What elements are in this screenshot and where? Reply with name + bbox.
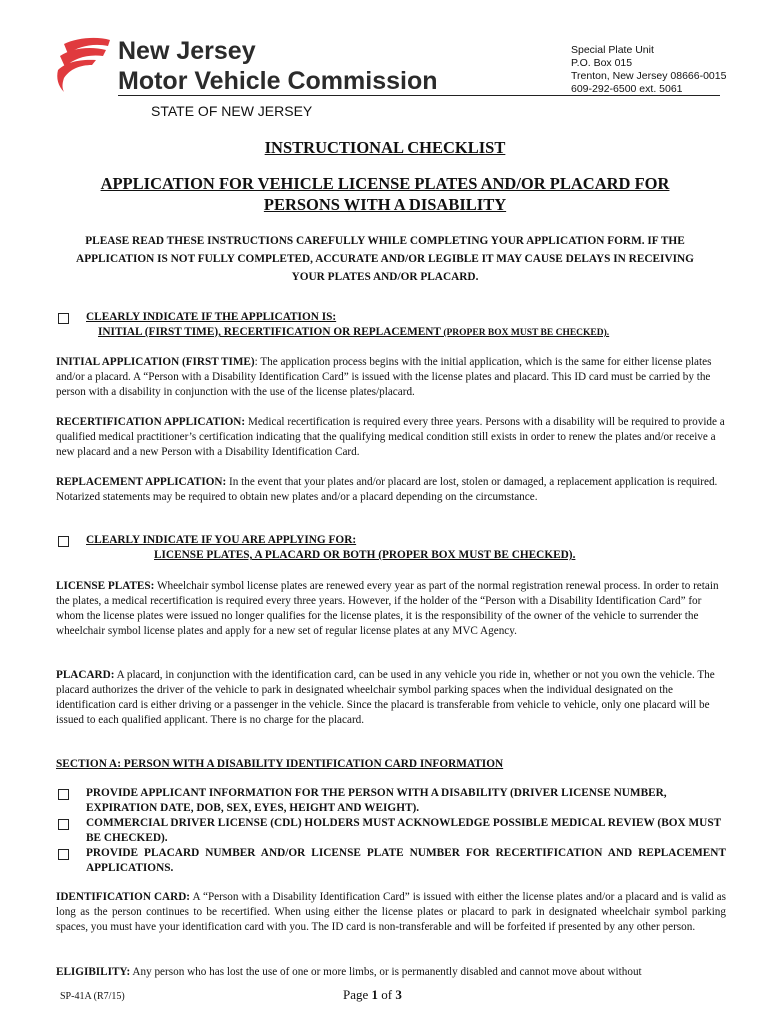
page-prefix: Page — [343, 987, 372, 1002]
page-current: 1 — [371, 987, 379, 1002]
section-item: COMMERCIAL DRIVER LICENSE (CDL) HOLDERS MUST ACKNOWLEDGE POSSIBLE MEDICAL REVIEW (BOX MUST BE CHECKED). — [86, 817, 721, 844]
recert-text: Medical recertification is required every three years. Persons with a disability will be required to provide a qualified medical practitioner’s certification indicating that the qualifying medical condition still exists in order to renew the plates and/or receive a new placard and a new Person with a Disability Identification Card. — [56, 416, 725, 458]
initial-application-paragraph — [56, 355, 726, 400]
address-line: 609-292-6500 ext. 5061 — [571, 83, 683, 95]
address-line: P.O. Box 015 — [571, 57, 633, 69]
intro-instructions: PLEASE READ THESE INSTRUCTIONS CAREFULLY WHILE COMPLETING YOUR APPLICATION FORM. IF THE APPLICATION IS NOT FULLY COMPLETED, ACCURATE AND/OR LEGIBLE IT MAY CAUSE DELAYS IN RECEIVING YOUR PLATES AND/OR PLACARD. — [76, 235, 694, 283]
placard-label: PLACARD: — [56, 669, 115, 681]
page-of: of — [378, 987, 396, 1002]
org-line1: New Jersey — [118, 37, 256, 65]
state-label: STATE OF NEW JERSEY — [151, 103, 313, 119]
org-line2: Motor Vehicle Commission — [118, 67, 438, 95]
recert-label: RECERTIFICATION APPLICATION: — [56, 416, 246, 428]
placard-paragraph — [56, 668, 726, 728]
application-type-checkbox[interactable] — [58, 313, 69, 324]
subtitle-line2: PERSONS WITH A DISABILITY — [263, 195, 507, 214]
checklist1-line1: CLEARLY INDICATE IF THE APPLICATION IS: — [86, 311, 337, 323]
page-total: 3 — [395, 987, 402, 1002]
eligibility-text: Any person who has lost the use of one or more limbs, or is permanently disabled and cannot move about without — [130, 966, 642, 978]
checklist1-line2-main: INITIAL (FIRST TIME), RECERTIFICATION OR REPLACEMENT — [98, 326, 441, 338]
section-item: PROVIDE APPLICANT INFORMATION FOR THE PERSON WITH A DISABILITY (DRIVER LICENSE NUMBER, EXPIRATION DATE, DOB, SEX, EYES, HEIGHT AND WEIGHT). — [86, 787, 667, 814]
replacement-paragraph — [56, 475, 726, 505]
section-a-heading: SECTION A: PERSON WITH A DISABILITY IDENTIFICATION CARD INFORMATION — [56, 758, 504, 770]
organization-name — [118, 36, 438, 96]
placard-text: A placard, in conjunction with the identification card, can be used in any vehicle you ride in, whether or not you own the vehicle. The placard authorizes the driver of the vehicle to park in designated wheelchair symbol parking spaces when the individual designated on the identification card is either driving or a passenger in the vehicle. Since the placard is transferable from vehicle to vehicle, only one placard will be issued to each qualified applicant. There is no charge for the placard. — [56, 669, 715, 726]
header-divider — [118, 95, 720, 96]
license-plates-paragraph — [56, 579, 726, 639]
placard-number-checkbox[interactable] — [58, 849, 69, 860]
plate-type-checkbox[interactable] — [58, 536, 69, 547]
plates-text: Wheelchair symbol license plates are renewed every year as part of the normal registration renewal process. In order to retain the plates, a medical recertification is required every three years. However, if the holder of the “Person with a Disability Identification Card” for whom the license plates were issued no longer qualifies for the license plates, it is the responsibility of the owner of the vehicle to surrender the wheelchair symbol license plates and apply for a new set of regular license plates at any MVC Agency. — [56, 580, 719, 637]
page-number — [343, 987, 402, 1003]
initial-text: : The application process begins with the initial application, which is the same for either license plates and/or a placard. A “Person with a Disability Identification Card” is issued with the license plates and placard. This ID card must be carried by the person with a disability in conjunction with the use of the license plates/placard. — [56, 356, 712, 398]
identification-card-paragraph — [56, 890, 726, 935]
checklist2-line2: LICENSE PLATES, A PLACARD OR BOTH (PROPER BOX MUST BE CHECKED). — [154, 549, 576, 561]
plates-label: LICENSE PLATES: — [56, 580, 155, 592]
eligibility-paragraph — [56, 965, 726, 980]
page-subtitle — [40, 173, 730, 215]
applicant-info-checkbox[interactable] — [58, 789, 69, 800]
cdl-checkbox[interactable] — [58, 819, 69, 830]
idcard-label: IDENTIFICATION CARD: — [56, 891, 191, 903]
subtitle-line1: APPLICATION FOR VEHICLE LICENSE PLATES AND/OR PLACARD FOR — [100, 174, 670, 193]
checklist2-line1: CLEARLY INDICATE IF YOU ARE APPLYING FOR: — [86, 534, 357, 546]
form-code: SP-41A (R7/15) — [60, 991, 125, 1002]
replacement-text: In the event that your plates and/or placard are lost, stolen or damaged, a replacement application is required. Notarized statements may be required to obtain new plates and/or a placard depending on the circumstance. — [56, 476, 718, 503]
checklist1-line2-note: (PROPER BOX MUST BE CHECKED). — [440, 328, 610, 338]
address-block — [571, 44, 726, 96]
address-line: Special Plate Unit — [571, 44, 654, 56]
address-line: Trenton, New Jersey 08666-0015 — [571, 70, 727, 82]
page-title: INSTRUCTIONAL CHECKLIST — [264, 138, 506, 157]
initial-label: INITIAL APPLICATION (FIRST TIME) — [56, 356, 255, 368]
replacement-label: REPLACEMENT APPLICATION: — [56, 476, 227, 488]
idcard-text: A “Person with a Disability Identification Card” is issued with either the license plates and/or a placard and is valid as long as the person continues to be recertified. When using either the license plates or placard to park in designated wheelchair symbol parking spaces, you must have your identification card with you. The ID card is non-transferable and will be forfeited if presented by any other person. — [56, 891, 726, 933]
mvc-logo-icon — [56, 34, 112, 94]
checklist1-line2 — [98, 325, 609, 341]
recertification-paragraph — [56, 415, 726, 460]
section-item: PROVIDE PLACARD NUMBER AND/OR LICENSE PLATE NUMBER FOR RECERTIFICATION AND REPLACEMENT APPLICATIONS. — [86, 847, 726, 874]
eligibility-label: ELIGIBILITY: — [56, 966, 131, 978]
